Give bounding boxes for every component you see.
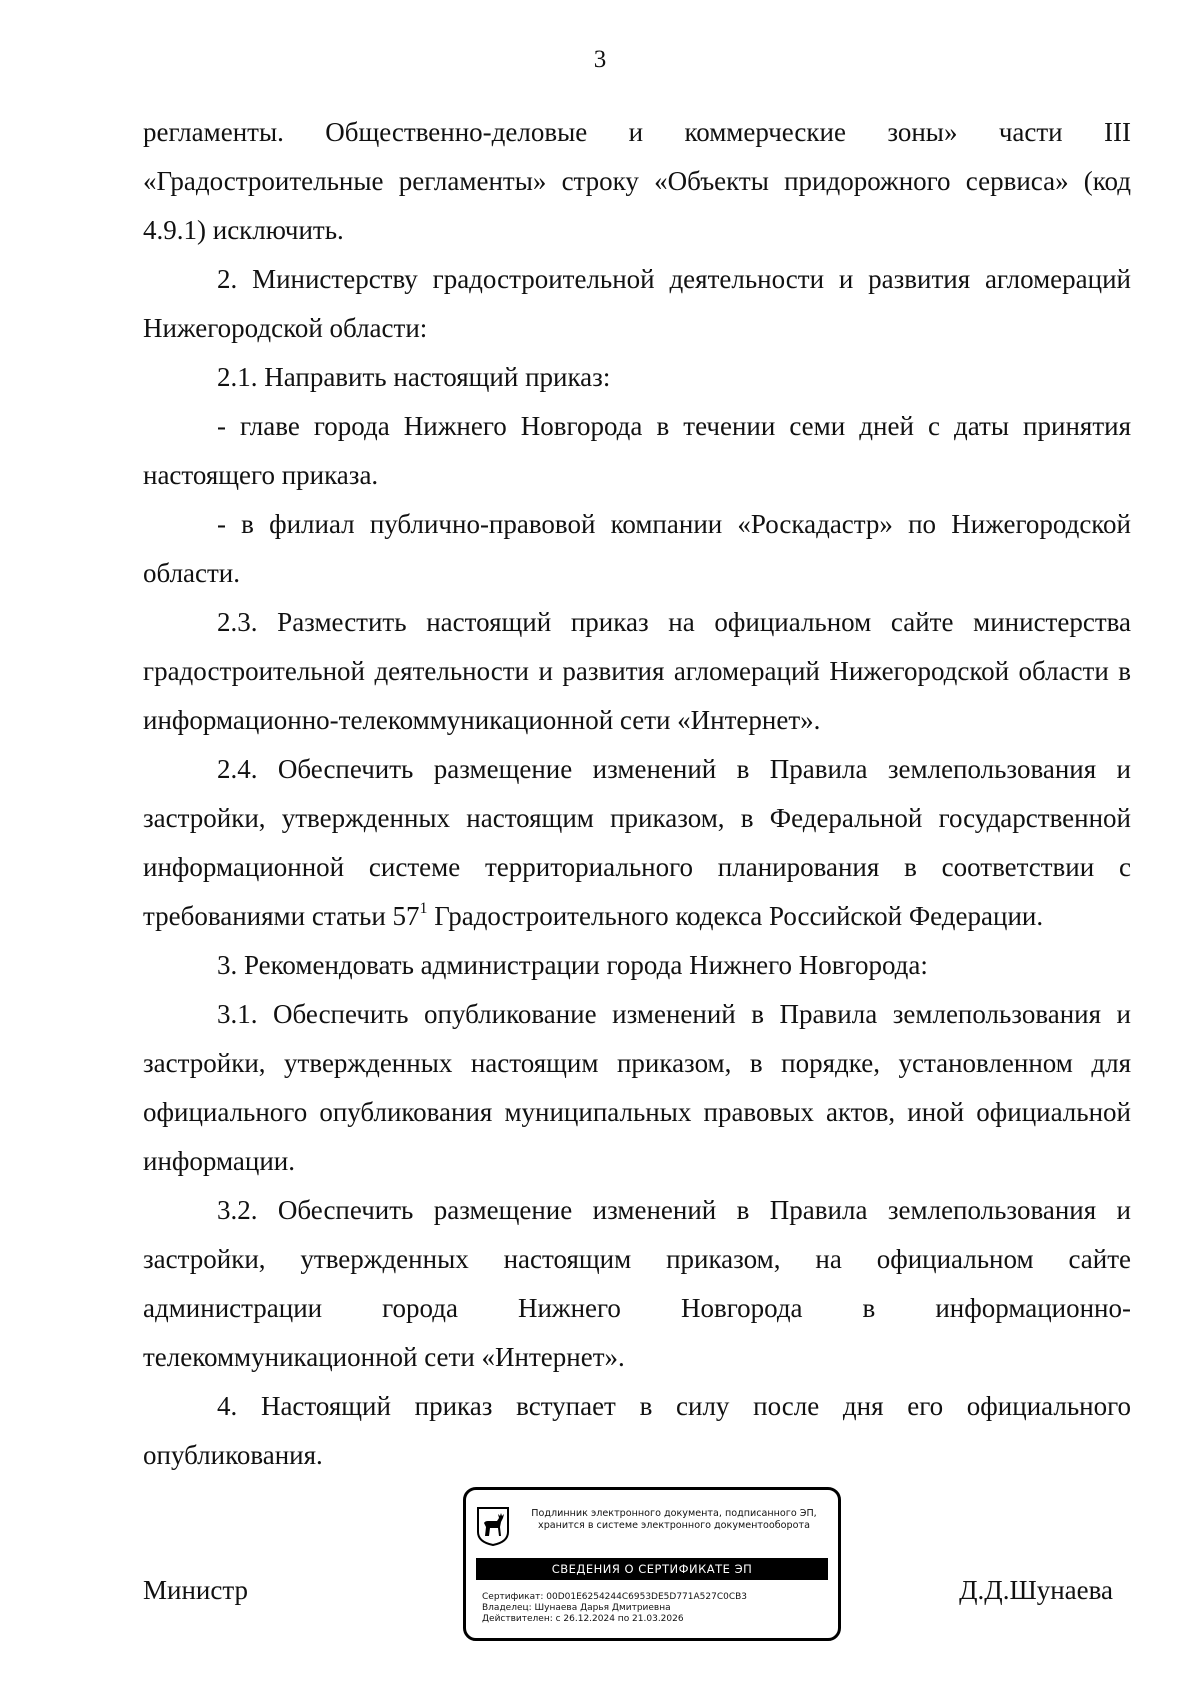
stamp-header: СВЕДЕНИЯ О СЕРТИФИКАТЕ ЭП: [476, 1558, 828, 1580]
paragraph: 3. Рекомендовать администрации города Нижнего Новгорода:: [217, 950, 928, 980]
deer-coat-of-arms-icon: [476, 1506, 510, 1546]
paragraph: - в филиал публично-правовой компании «Роскадастр» по Нижегородской области.: [143, 509, 1131, 588]
paragraph: 2. Министерству градостроительной деятельности и развития агломераций Нижегородской области:: [143, 264, 1131, 343]
paragraph: [143, 745, 1131, 941]
paragraph: 4. Настоящий приказ вступает в силу после дня его официального опубликования.: [143, 1391, 1131, 1470]
paragraph: - главе города Нижнего Новгорода в течении семи дней с даты принятия настоящего приказа.: [143, 411, 1131, 490]
superscript: 1: [419, 900, 428, 917]
signatory-position: Министр: [143, 1575, 248, 1605]
paragraph-tail: Градостроительного кодекса Российской Федерации.: [427, 901, 1044, 931]
paragraph: 3.1. Обеспечить опубликование изменений в Правила землепользования и застройки, утвержденных настоящим приказом, в порядке, установленном для официального опубликования муниципальных правовых актов, иной официальной информации.: [143, 999, 1131, 1176]
paragraph-text: 2.4. Обеспечить размещение изменений в Правила землепользования и застройки, утвержденных настоящим приказом, в Федеральной государственной информационной системе территориального планирования в соответствии с требованиями статьи 57: [143, 754, 1131, 931]
certificate-details: [482, 1592, 747, 1625]
paragraph: регламенты. Общественно-деловые и коммерческие зоны» части III «Градостроительные регламенты» строку «Объекты придорожного сервиса» (код 4.9.1) исключить.: [143, 117, 1131, 245]
certificate-validity: Действителен: с 26.12.2024 по 21.03.2026: [482, 1614, 684, 1624]
document-body: [143, 108, 1131, 1480]
stamp-note: Подлинник электронного документа, подписанного ЭП, хранится в системе электронного документооборота: [531, 1508, 817, 1531]
paragraph: 3.2. Обеспечить размещение изменений в Правила землепользования и застройки, утвержденных настоящим приказом, на официальном сайте администрации города Нижнего Новгорода в информационно-телекоммуникационной сети «Интернет».: [143, 1195, 1131, 1372]
certificate-owner: Владелец: Шунаева Дарья Дмитриевна: [482, 1603, 671, 1613]
page-number: 3: [593, 46, 607, 73]
digital-signature-stamp: [463, 1487, 841, 1641]
signatory-name: Д.Д.Шунаева: [959, 1575, 1113, 1605]
paragraph: 2.1. Направить настоящий приказ:: [217, 362, 611, 392]
certificate-id: Сертификат: 00D01E6254244C6953DE5D771A527C0CB3: [482, 1592, 748, 1602]
paragraph: 2.3. Разместить настоящий приказ на официальном сайте министерства градостроительной деятельности и развития агломераций Нижегородской области в информационно-телекоммуникационной сети «Интернет».: [143, 607, 1131, 735]
